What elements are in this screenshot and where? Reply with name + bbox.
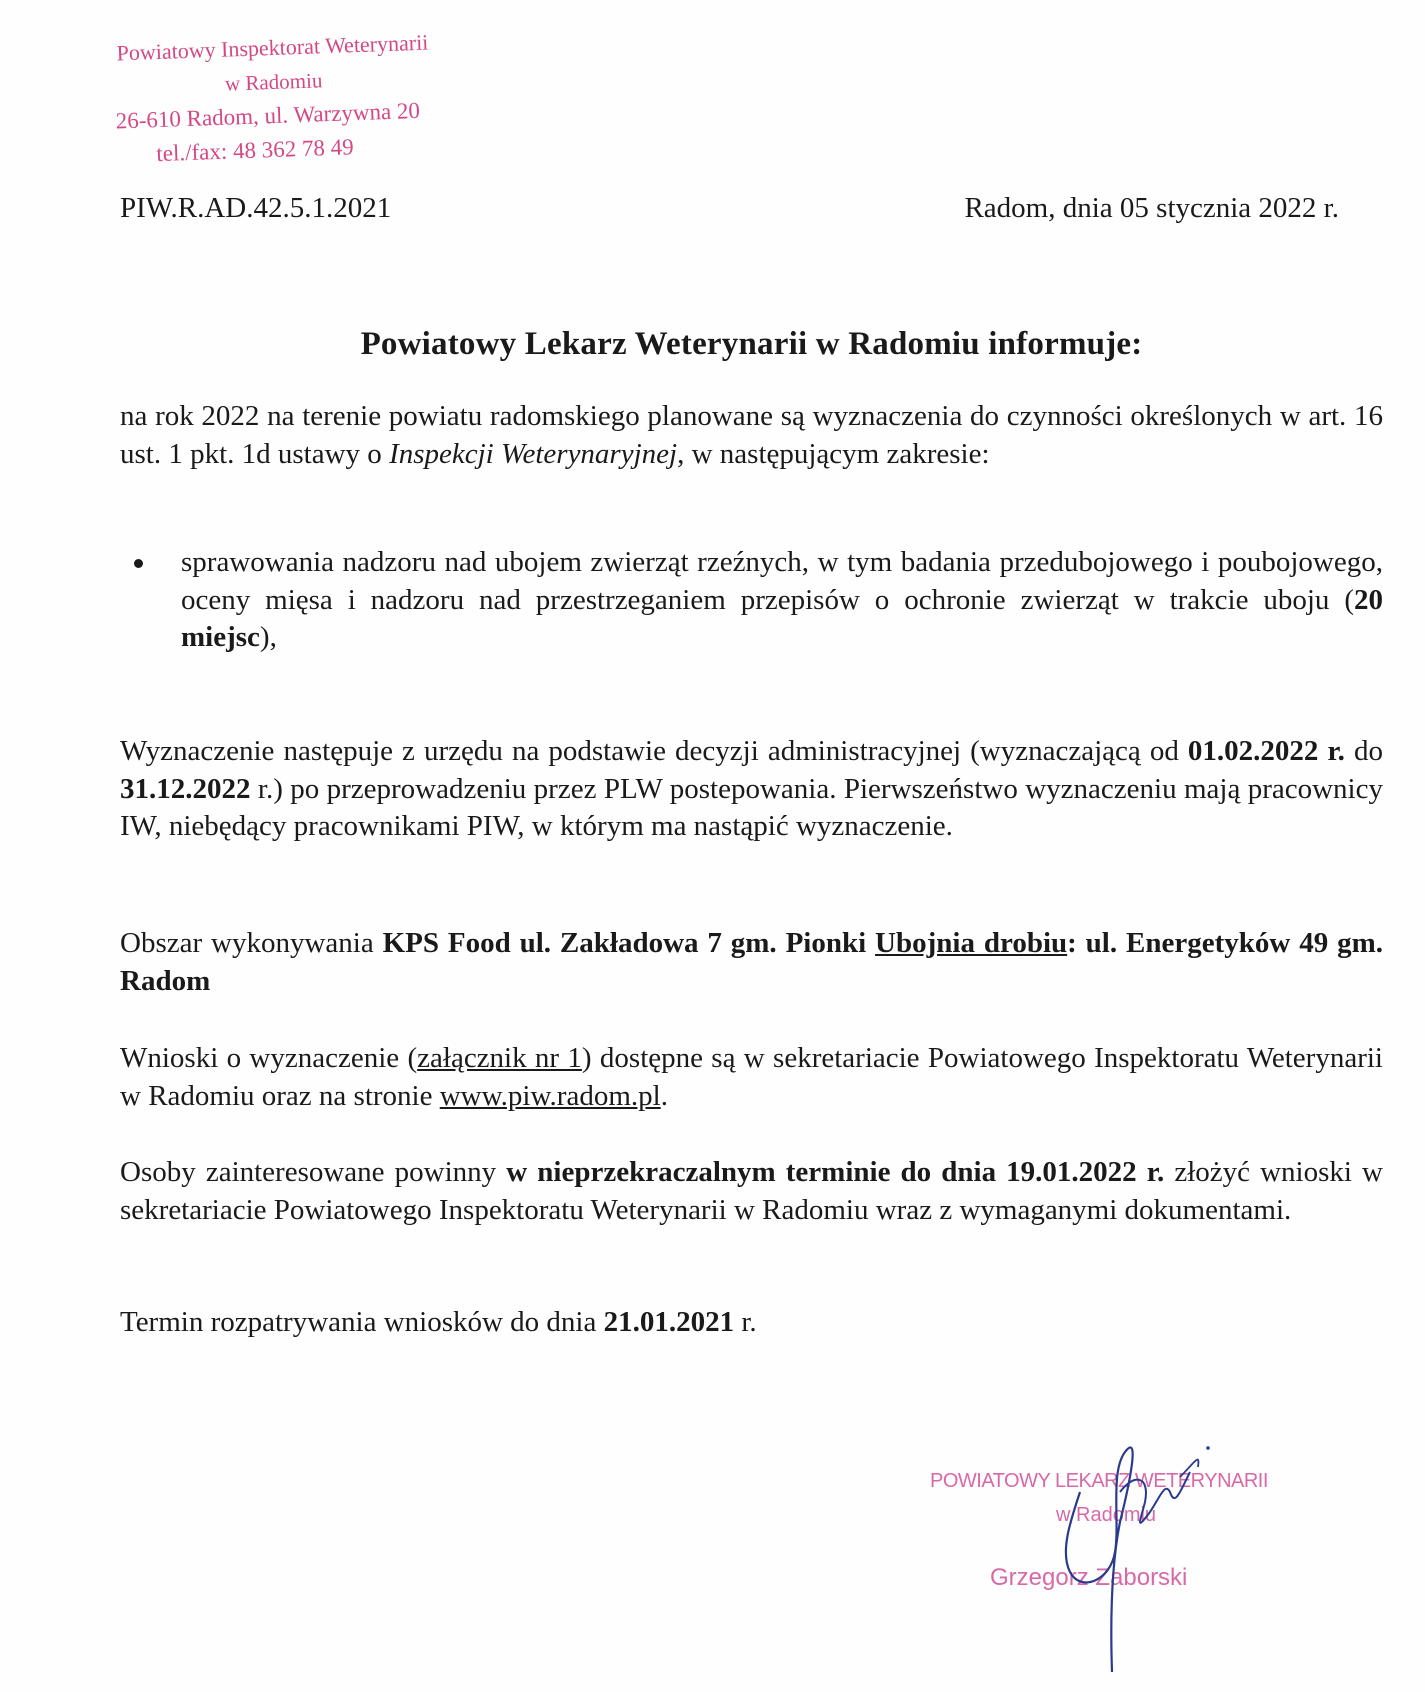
bullet-end: ),: [259, 621, 277, 653]
intro-text-end: , w następującym zakresie:: [677, 437, 990, 470]
review-paragraph: [120, 1304, 1383, 1342]
appointment-to: do: [1344, 735, 1383, 767]
area-poultry-slaughterhouse: Ubojnia drobiu: [875, 927, 1068, 959]
stamp-phone: tel./fax: 48 362 78 49: [155, 134, 355, 167]
deadline-paragraph: [120, 1154, 1383, 1229]
appointment-text-end: r.) po przeprowadzeniu przez PLW postepowania. Pierwszeństwo wyznaczeniu mają pracownicy IW, niebędący pracownikami PIW, w którym ma nastąpić wyznaczenie.: [120, 772, 1383, 842]
appointment-text: Wyznaczenie następuje z urzędu na podstawie decyzji administracyjnej (wyznaczającą od: [120, 735, 1188, 767]
intro-paragraph: [120, 398, 1383, 473]
stamp-city: w Radomiu: [224, 68, 323, 96]
area-text: Obszar wykonywania: [120, 927, 383, 959]
area-paragraph: [120, 925, 1383, 1000]
handwritten-signature: [1040, 1432, 1240, 1682]
bullet-count: 20 miejsc: [181, 583, 1383, 653]
scope-list: [120, 544, 1383, 657]
office-address-stamp: [72, 24, 477, 174]
review-date: 21.01.2021: [603, 1306, 735, 1338]
applications-text-end: .: [660, 1079, 668, 1112]
date-from: 01.02.2022 r.: [1187, 735, 1345, 767]
signature-stamp-city: w Radomiu: [1056, 1504, 1157, 1526]
document-date: Radom, dnia 05 stycznia 2022 r.: [964, 192, 1339, 224]
reference-number: PIW.R.AD.42.5.1.2021: [120, 192, 392, 224]
list-item: [120, 544, 1383, 657]
attachment-link[interactable]: załącznik nr 1: [417, 1042, 582, 1074]
deadline-text: Osoby zainteresowane powinny: [120, 1156, 507, 1188]
bullet-text: sprawowania nadzoru nad ubojem zwierząt rzeźnych, w tym badania przedubojowego i poubojowego, oceny mięsa i nadzoru nad przestrzeganiem przepisów o ochronie zwierząt w trakcie uboju (: [181, 546, 1383, 616]
appointment-paragraph: [120, 733, 1383, 846]
review-text: Termin rozpatrywania wniosków do dnia: [120, 1306, 604, 1338]
deadline-date: w nieprzekraczalnym terminie do dnia 19.01.2022 r.: [506, 1156, 1165, 1188]
applications-text: Wnioski o wyznaczenie (: [120, 1042, 418, 1074]
bullet-icon: [134, 559, 143, 568]
applications-text-mid: ) dostępne są w sekretariacie Powiatowego Inspektoratu Weterynarii w Radomiu oraz na stronie: [120, 1042, 1383, 1112]
applications-paragraph: [120, 1040, 1383, 1115]
website-link[interactable]: www.piw.radom.pl: [439, 1079, 661, 1112]
signature-stamp-title: POWIATOWY LEKARZ WETERYNARII: [930, 1470, 1268, 1492]
signatory-name: Grzegorz Zaborski: [990, 1564, 1188, 1591]
intro-italic: Inspekcji Weterynaryjnej: [389, 437, 678, 470]
area-location-1: KPS Food ul. Zakładowa 7 gm. Pionki: [382, 927, 876, 959]
area-location-2: : ul. Energetyków 49 gm. Radom: [120, 927, 1383, 997]
document-title: Powiatowy Lekarz Weterynarii w Radomiu informuje:: [360, 326, 1143, 362]
intro-text: na rok 2022 na terenie powiatu radomskiego planowane są wyznaczenia do czynności określonych w art. 16 ust. 1 pkt. 1d ustawy o: [120, 400, 1383, 470]
stamp-address: 26-610 Radom, ul. Warzywna 20: [115, 97, 421, 134]
review-text-end: r.: [734, 1306, 757, 1338]
deadline-text-end: złożyć wnioski w sekretariacie Powiatowego Inspektoratu Weterynarii w Radomiu wraz z wymaganymi dokumentami.: [120, 1156, 1383, 1226]
date-to: 31.12.2022: [120, 772, 251, 805]
stamp-office-name: Powiatowy Inspektorat Weterynarii: [116, 29, 429, 66]
